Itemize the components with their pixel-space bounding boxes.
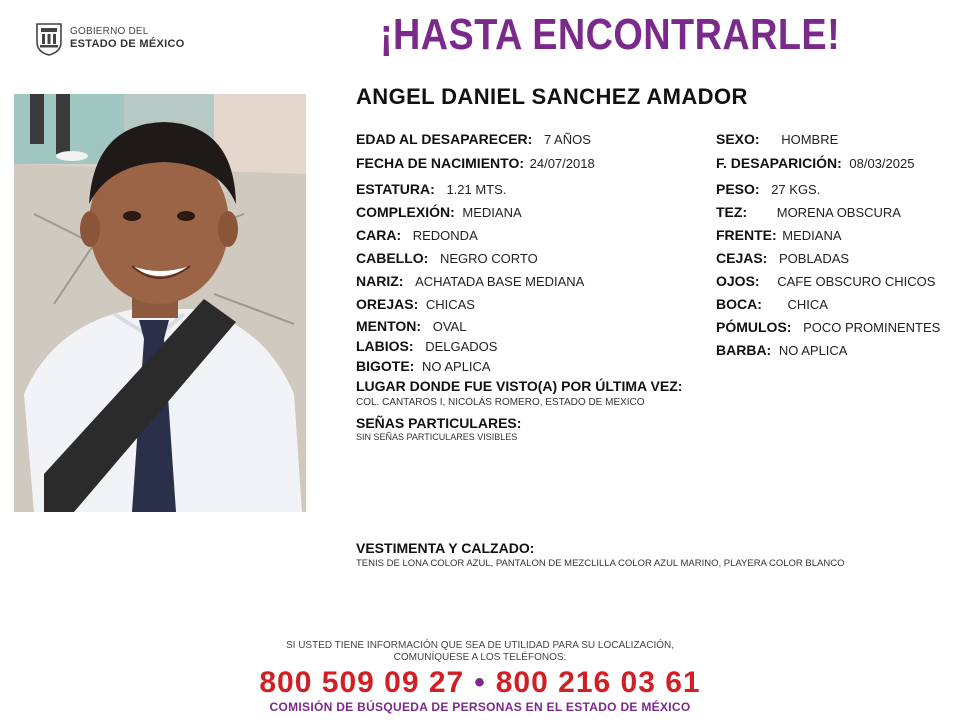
field-value: CHICA: [787, 297, 828, 312]
field-height: [356, 181, 506, 197]
field-hair: [356, 250, 538, 266]
state-crest-icon: [34, 20, 64, 56]
field-chin: [356, 318, 466, 334]
field-label: F. DESAPARICIÓN:: [716, 155, 842, 171]
field-build: [356, 204, 522, 220]
field-label: FECHA DE NACIMIENTO:: [356, 155, 524, 171]
field-label: NARIZ:: [356, 273, 404, 289]
last-seen-label: LUGAR DONDE FUE VISTO(A) POR ÚLTIMA VEZ:: [356, 378, 683, 394]
commission-name: COMISIÓN DE BÚSQUEDA DE PERSONAS EN EL ESTADO DE MÉXICO: [269, 700, 691, 714]
field-ears: [356, 296, 475, 312]
separator-dot: •: [474, 666, 486, 699]
footer-line1: SI USTED TIENE INFORMACIÓN QUE SEA DE UTILIDAD PARA SU LOCALIZACIÓN,: [285, 640, 675, 651]
field-label: CEJAS:: [716, 250, 768, 266]
field-nose: [356, 273, 584, 289]
field-value: NO APLICA: [778, 343, 848, 358]
field-label: BARBA:: [716, 342, 772, 358]
logo-line1: GOBIERNO DEL: [70, 26, 149, 37]
phone-numbers: [0, 666, 960, 700]
field-label: SEXO:: [716, 131, 760, 147]
field-weight: [716, 181, 820, 197]
field-value: MORENA OBSCURA: [776, 205, 901, 220]
field-value: NEGRO CORTO: [439, 251, 538, 266]
field-face: [356, 227, 478, 243]
clothing-value: TENIS DE LONA COLOR AZUL, PANTALON DE MEZCLILLA COLOR AZUL MARINO, PLAYERA COLOR BLANCO: [356, 558, 845, 569]
field-label: FRENTE:: [716, 227, 777, 243]
field-missing-date: [716, 155, 914, 171]
field-label: MENTON:: [356, 318, 422, 334]
phone-number-2: 800 216 03 61: [495, 666, 701, 699]
field-lips: [356, 338, 497, 354]
field-label: EDAD AL DESAPARECER:: [356, 131, 533, 147]
field-label: TEZ:: [716, 204, 748, 220]
field-value: 27 KGS.: [771, 182, 821, 197]
field-value: REDONDA: [412, 228, 478, 243]
field-mustache: [356, 358, 491, 374]
field-label: OJOS:: [716, 273, 760, 289]
particular-signs-value: SIN SEÑAS PARTICULARES VISIBLES: [356, 432, 518, 442]
field-label: BOCA:: [716, 296, 762, 312]
field-mouth: [716, 296, 828, 312]
field-complexion: [716, 204, 901, 220]
field-value: ACHATADA BASE MEDIANA: [415, 274, 585, 289]
field-cheekbones: [716, 319, 940, 335]
field-label: PÓMULOS:: [716, 319, 792, 335]
field-beard: [716, 342, 847, 358]
field-age: [356, 131, 591, 147]
headline: ¡HASTA ENCONTRARLE!: [380, 10, 841, 59]
field-label: PESO:: [716, 181, 760, 197]
field-eyes: [716, 273, 935, 289]
field-value: OVAL: [432, 319, 467, 334]
clothing-label: VESTIMENTA Y CALZADO:: [356, 540, 535, 556]
field-value: POBLADAS: [778, 251, 850, 266]
field-value: NO APLICA: [421, 359, 491, 374]
field-value: 08/03/2025: [849, 156, 915, 171]
particular-signs-label: SEÑAS PARTICULARES:: [356, 415, 522, 431]
logo-line2: ESTADO DE MÉXICO: [70, 38, 185, 50]
field-label: ESTATURA:: [356, 181, 435, 197]
field-value: CHICAS: [425, 297, 475, 312]
field-value: 24/07/2018: [529, 156, 595, 171]
field-value: HOMBRE: [781, 132, 839, 147]
government-logo: [34, 20, 185, 56]
field-label: BIGOTE:: [356, 358, 415, 374]
field-forehead: [716, 227, 842, 243]
field-label: OREJAS:: [356, 296, 419, 312]
field-sex: [716, 131, 838, 147]
child-photo: [14, 94, 306, 512]
field-label: CABELLO:: [356, 250, 429, 266]
field-value: 7 AÑOS: [543, 132, 591, 147]
field-eyebrows: [716, 250, 849, 266]
field-value: MEDIANA: [782, 228, 842, 243]
field-label: COMPLEXIÓN:: [356, 204, 455, 220]
field-label: CARA:: [356, 227, 402, 243]
footer-line2: COMUNÍQUESE A LOS TELÉFONOS:: [393, 652, 567, 663]
field-value: CAFE OBSCURO CHICOS: [777, 274, 936, 289]
field-value: POCO PROMINENTES: [803, 320, 941, 335]
field-value: 1.21 MTS.: [446, 182, 507, 197]
person-name: ANGEL DANIEL SANCHEZ AMADOR: [356, 84, 748, 109]
field-birthdate: [356, 155, 595, 171]
phone-number-1: 800 509 09 27: [259, 666, 465, 699]
field-value: DELGADOS: [425, 339, 498, 354]
field-value: MEDIANA: [462, 205, 522, 220]
field-label: LABIOS:: [356, 338, 414, 354]
last-seen-value: COL. CANTAROS I, NICOLÁS ROMERO, ESTADO DE MEXICO: [356, 397, 645, 408]
